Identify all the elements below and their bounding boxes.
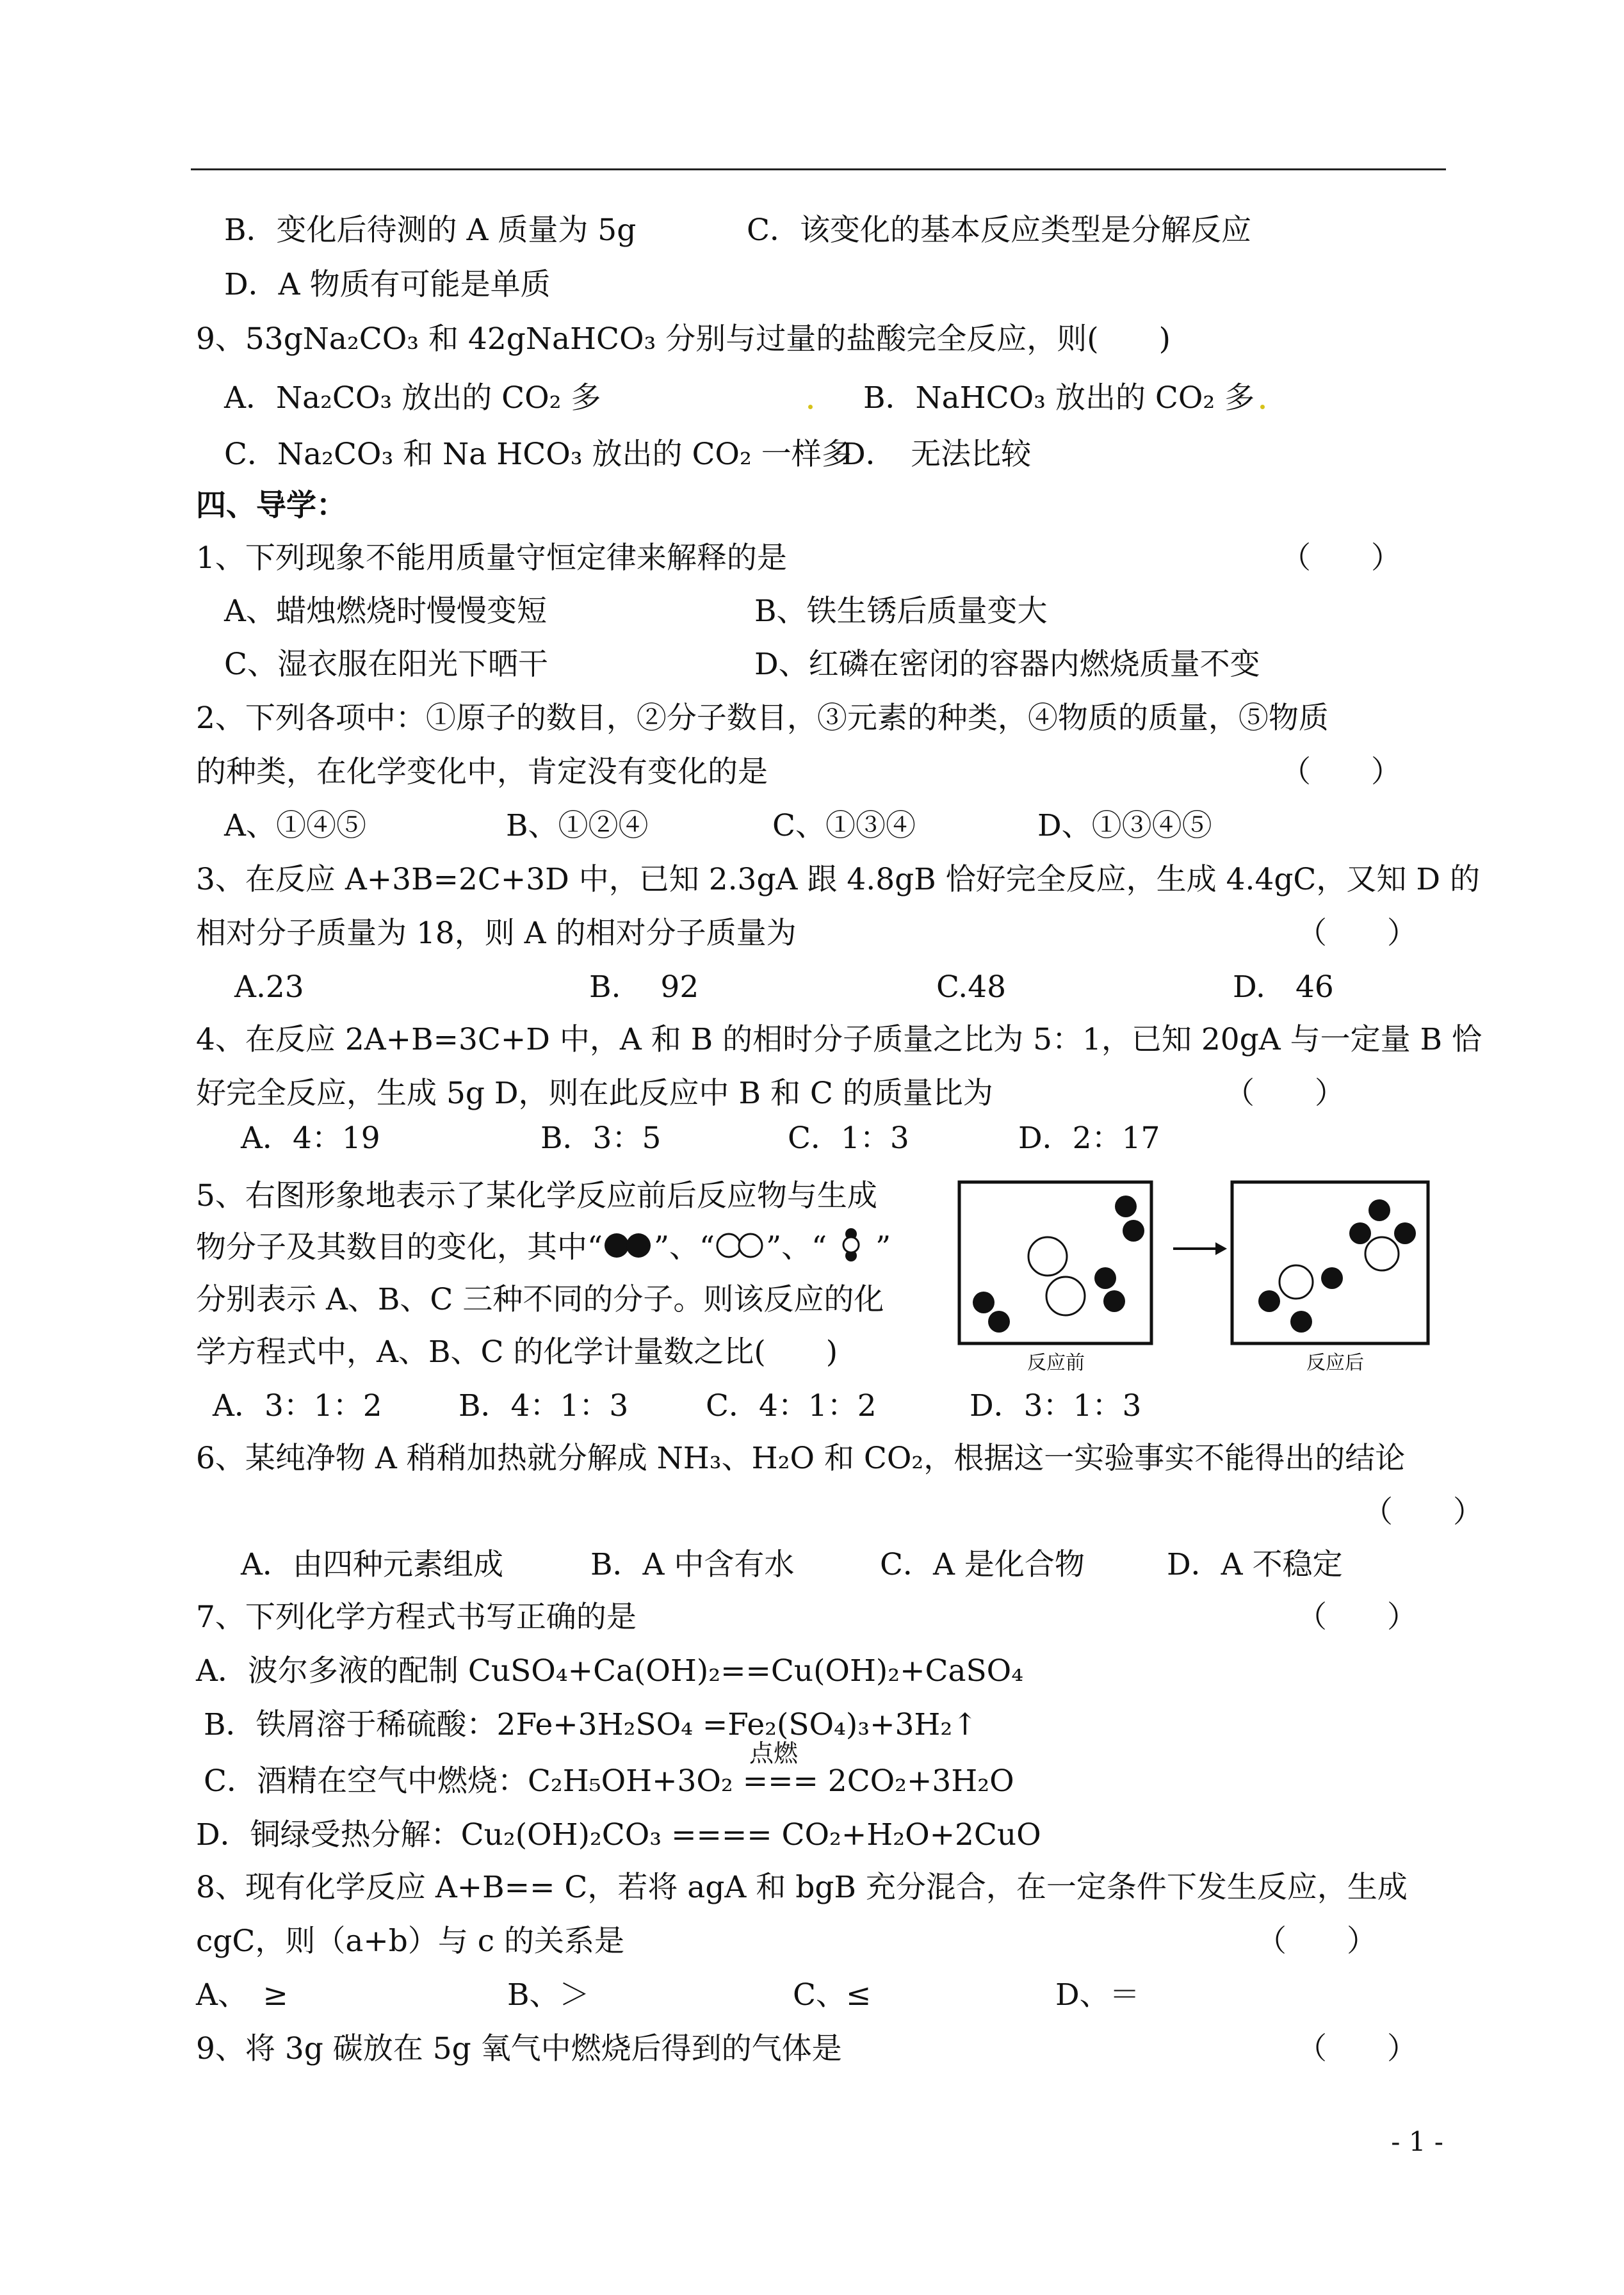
g8-option-c: C、≤ (793, 1977, 872, 2013)
before-panel (959, 1182, 1151, 1343)
atom-black (1115, 1196, 1137, 1217)
g4-stem-line2: 好完全反应，生成 5g D，则在此反应中 B 和 C 的质量比为 (196, 1076, 993, 1111)
g1-option-c: C、湿衣服在阳光下晒干 (224, 647, 548, 682)
g5-stem-line4: 学方程式中，A、B、C 的化学计量数之比( ) (196, 1334, 838, 1370)
reaction-diagram (957, 1173, 1446, 1378)
g4-option-c: C．1：3 (788, 1121, 909, 1156)
atom-white (1279, 1265, 1313, 1299)
g5-stem-line2-text: 物分子及其数目的变化，其中 (196, 1229, 587, 1265)
g3-option-a: A.23 (234, 969, 304, 1005)
g2-option-c: C、①③④ (772, 808, 916, 843)
g3-stem-line1: 3、在反应 A+3B=2C+3D 中，已知 2.3gA 跟 4.8gB 恰好完全反应，生成 4.4gC，又知 D 的 (196, 862, 1480, 897)
answer-paren: （ ） (1297, 916, 1417, 951)
section-heading: 四、导学： (196, 488, 346, 523)
g3-option-c: C.48 (936, 969, 1007, 1005)
molecule-c-icon (827, 1228, 875, 1271)
q9-option-b: B．NaHCO₃ 放出的 CO₂ 多 (863, 380, 1255, 416)
g8-option-b: B、＞ (507, 1977, 590, 2013)
atom-white (1046, 1277, 1085, 1315)
atom-black (1321, 1267, 1343, 1289)
g8-stem-line1: 8、现有化学反应 A+B== C，若将 agA 和 bgB 充分混合，在一定条件下发生反应，生成 (196, 1870, 1408, 1905)
g1-option-d: D、红磷在密闭的容器内燃烧质量不变 (754, 647, 1260, 682)
g4-stem-line1: 4、在反应 2A+B=3C+D 中，A 和 B 的相时分子质量之比为 5：1，已知 20gA 与一定量 B 恰 (196, 1022, 1482, 1057)
g4-option-a: A．4：19 (241, 1121, 380, 1156)
g5-stem-line2: 物分子及其数目的变化，其中“ ”、“ ”、“ ” (196, 1228, 891, 1267)
g1-option-a: A、蜡烛燃烧时慢慢变短 (224, 594, 547, 629)
g2-option-b: B、①②④ (506, 808, 649, 843)
g7-condition-label: 点燃 (749, 1739, 799, 1767)
g9-stem: 9、将 3g 碳放在 5g 氧气中燃烧后得到的气体是 (196, 2031, 842, 2066)
g3-option-d: D. 46 (1233, 969, 1334, 1005)
g5-option-a: A．3：1：2 (213, 1388, 382, 1423)
stray-dot (1260, 405, 1265, 409)
atom-black (1349, 1222, 1371, 1244)
g2-option-a: A、①④⑤ (224, 808, 366, 843)
atom-black (1368, 1199, 1390, 1221)
g6-stem: 6、某纯净物 A 稍稍加热就分解成 NH₃、H₂O 和 CO₂，根据这一实验事实不能得出的结论 (196, 1441, 1406, 1476)
atom-black (1258, 1290, 1280, 1312)
g7-stem: 7、下列化学方程式书写正确的是 (196, 1600, 637, 1635)
atom-white (1365, 1237, 1399, 1270)
answer-paren: （ ） (1363, 1495, 1483, 1530)
atom-black (988, 1311, 1010, 1333)
g5-option-d: D．3：1：3 (970, 1388, 1142, 1423)
answer-paren: （ ） (1281, 754, 1401, 790)
atom-black (1094, 1267, 1116, 1289)
g7-option-d: D．铜绿受热分解：Cu₂(OH)₂CO₃ ==== CO₂+H₂O+2CuO (196, 1817, 1041, 1853)
q9-option-d: D． 无法比较 (841, 437, 1032, 472)
g8-option-a: A、 ≥ (196, 1977, 288, 2013)
g6-option-b: B．A 中含有水 (590, 1547, 795, 1582)
g8-stem-line2: cgC，则（a+b）与 c 的关系是 (196, 1924, 625, 1959)
g8-option-d: D、＝ (1055, 1977, 1140, 2013)
g5-separator: ”、“ (654, 1229, 715, 1265)
answer-paren: （ ） (1297, 2031, 1417, 2066)
g2-stem-line2: 的种类，在化学变化中，肯定没有变化的是 (196, 754, 768, 790)
atom-black (1123, 1220, 1144, 1242)
header-rule (191, 168, 1446, 170)
g4-option-b: B．3：5 (540, 1121, 662, 1156)
g5-separator: ”、“ (766, 1229, 827, 1265)
q9-option-a: A．Na₂CO₃ 放出的 CO₂ 多 (224, 380, 601, 416)
q9-option-c: C．Na₂CO₃ 和 Na HCO₃ 放出的 CO₂ 一样多 (224, 437, 852, 472)
g6-option-d: D．A 不稳定 (1167, 1547, 1343, 1582)
answer-paren: （ ） (1281, 540, 1401, 576)
g5-option-c: C．4：1：2 (706, 1388, 877, 1423)
g6-option-a: A．由四种元素组成 (241, 1547, 503, 1582)
g1-option-b: B、铁生锈后质量变大 (754, 594, 1048, 629)
before-label: 反应前 (1027, 1352, 1085, 1374)
atom-black (1394, 1222, 1416, 1244)
g6-option-c: C．A 是化合物 (880, 1547, 1085, 1582)
atom-black (1103, 1290, 1125, 1312)
g2-stem-line1: 2、下列各项中：①原子的数目，②分子数目，③元素的种类，④物质的质量，⑤物质 (196, 701, 1329, 736)
molecule-a-icon (603, 1231, 654, 1269)
g3-option-b: B. 92 (589, 969, 699, 1005)
atom-black (1290, 1311, 1312, 1333)
molecule-b-icon (715, 1231, 766, 1269)
answer-paren: （ ） (1224, 1076, 1345, 1111)
answer-paren: （ ） (1256, 1924, 1377, 1959)
q8-option-d: D．A 物质有可能是单质 (224, 267, 551, 302)
q9-stem: 9、53gNa₂CO₃ 和 42gNaHCO₃ 分别与过量的盐酸完全反应，则( ) (196, 321, 1171, 357)
g5-stem-line3: 分别表示 A、B、C 三种不同的分子。则该反应的化 (196, 1282, 884, 1317)
atom-white (1028, 1237, 1067, 1276)
g7-option-b: B．铁屑溶于稀硫酸：2Fe+3H₂SO₄ =Fe₂(SO₄)₃+3H₂↑ (204, 1707, 978, 1742)
answer-paren: （ ） (1297, 1600, 1417, 1635)
q8-option-c: C．该变化的基本反应类型是分解反应 (747, 213, 1251, 248)
g7-option-c: C．酒精在空气中燃烧：C₂H₅OH+3O₂ === 2CO₂+3H₂O (204, 1764, 1014, 1799)
g4-option-d: D．2：17 (1018, 1121, 1160, 1156)
g5-option-b: B．4：1：3 (459, 1388, 629, 1423)
g7-option-a: A．波尔多液的配制 CuSO₄+Ca(OH)₂==Cu(OH)₂+CaSO₄ (196, 1653, 1024, 1689)
g5-stem-end: ” (875, 1229, 891, 1265)
g5-stem-line1: 5、右图形象地表示了某化学反应前后反应物与生成 (196, 1178, 877, 1213)
q8-option-b: B．变化后待测的 A 质量为 5g (224, 213, 637, 248)
page-number: - 1 - (1391, 2126, 1443, 2157)
g3-stem-line2: 相对分子质量为 18，则 A 的相对分子质量为 (196, 916, 797, 951)
atom-black (973, 1292, 995, 1313)
g2-option-d: D、①③④⑤ (1037, 808, 1212, 843)
g1-stem: 1、下列现象不能用质量守恒定律来解释的是 (196, 540, 787, 576)
after-panel (1232, 1182, 1428, 1343)
after-label: 反应后 (1306, 1352, 1364, 1374)
arrow-icon (1173, 1242, 1227, 1255)
stray-dot (808, 405, 813, 409)
